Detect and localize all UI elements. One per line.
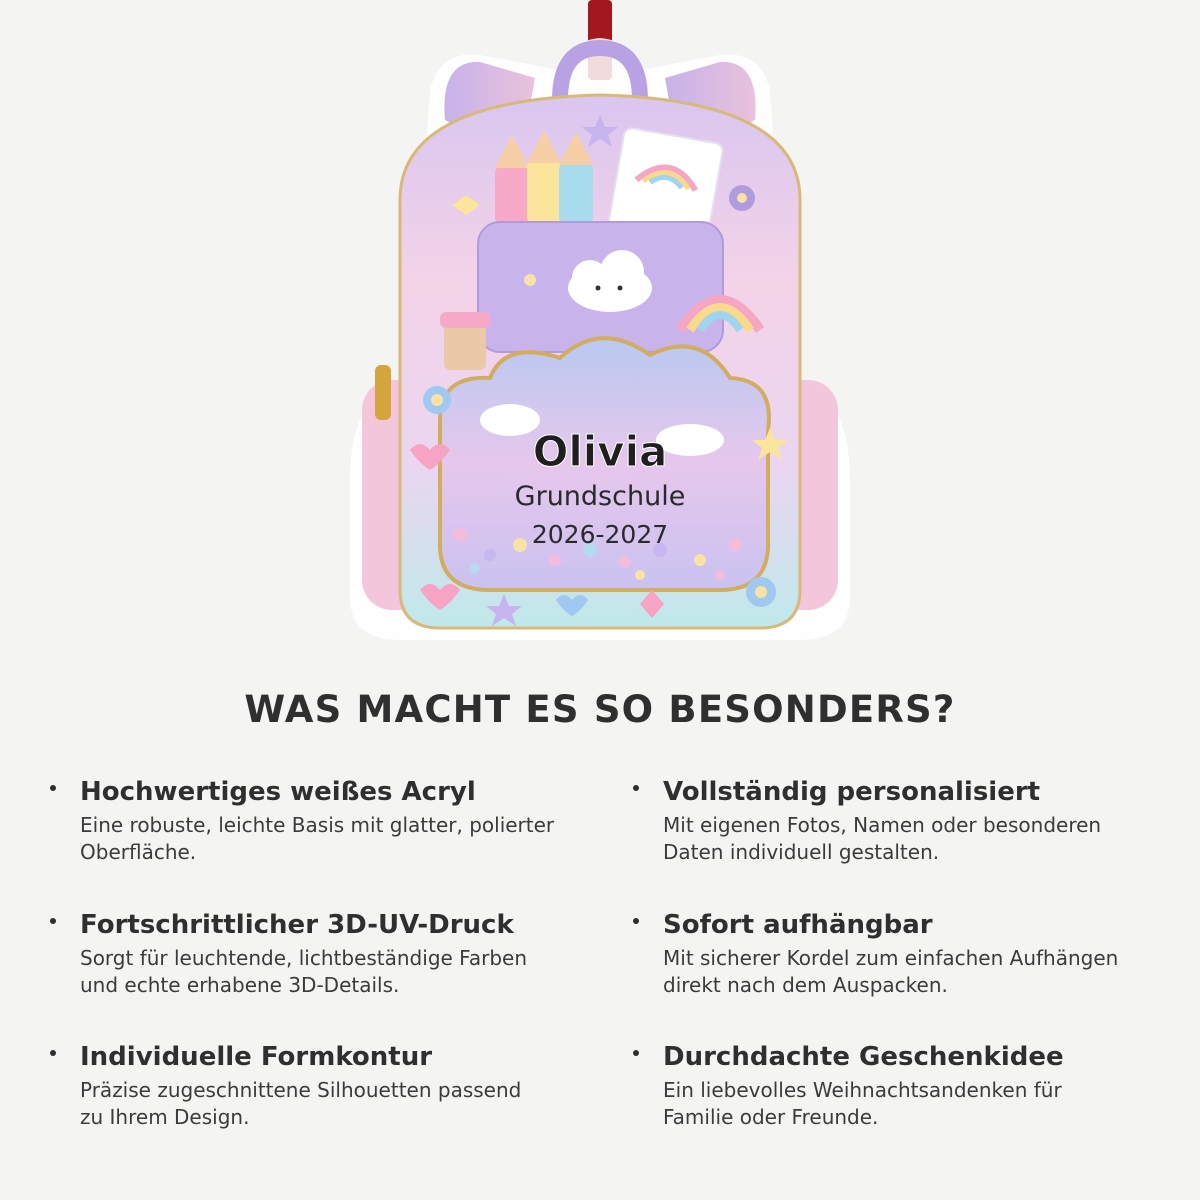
section-heading: WAS MACHT ES SO BESONDERS?: [244, 688, 956, 731]
feature-description-line: und echte erhabene 3D-Details.: [80, 973, 400, 997]
bullet-icon: [633, 1050, 639, 1056]
feature-description-line: direkt nach dem Auspacken.: [663, 973, 948, 997]
bubble-tea-icon: [440, 312, 490, 370]
feature-item: [80, 1041, 620, 1131]
feature-description: [663, 945, 1200, 999]
feature-item: [663, 909, 1200, 999]
bullet-icon: [50, 1050, 56, 1056]
feature-item: [80, 909, 620, 999]
feature-description-line: Präzise zugeschnittene Silhouetten passend: [80, 1078, 522, 1102]
flower-icon: [729, 185, 755, 211]
feature-title: Fortschrittlicher 3D-UV-Druck: [80, 910, 514, 940]
feature-description-line: Oberfläche.: [80, 840, 197, 864]
feature-title: Sofort aufhängbar: [663, 910, 933, 940]
feature-description-line: Eine robuste, leichte Basis mit glatter, polierter: [80, 813, 555, 837]
zipper-pull-icon: [375, 365, 391, 420]
feature-description: [80, 1077, 620, 1131]
bullet-icon: [633, 918, 639, 924]
flower-icon: [746, 577, 776, 607]
flower-icon: [423, 386, 451, 414]
feature-description-line: Mit eigenen Fotos, Namen oder besonderen: [663, 813, 1102, 837]
feature-description: [663, 812, 1200, 866]
feature-title: Vollständig personalisiert: [663, 777, 1041, 807]
feature-title: Durchdachte Geschenkidee: [663, 1042, 1064, 1072]
feature-description-line: Mit sicherer Kordel zum einfachen Aufhängen: [663, 946, 1119, 970]
feature-title: Individuelle Formkontur: [80, 1042, 433, 1072]
bullet-icon: [50, 918, 56, 924]
bullet-icon: [50, 785, 56, 791]
feature-item: [80, 776, 620, 866]
personalized-school: Grundschule: [514, 481, 686, 512]
pencils-icon: [495, 130, 593, 225]
feature-description: [80, 945, 620, 999]
bullet-icon: [633, 785, 639, 791]
feature-description-line: Sorgt für leuchtende, lichtbeständige Farben: [80, 946, 527, 970]
feature-description-line: Daten individuell gestalten.: [663, 840, 940, 864]
feature-description-line: zu Ihrem Design.: [80, 1105, 250, 1129]
feature-description: [80, 812, 620, 866]
feature-description-line: Ein liebevolles Weihnachtsandenken für: [663, 1078, 1062, 1102]
feature-item: [663, 1041, 1200, 1131]
personalized-name: Olivia: [532, 427, 668, 476]
personalized-years: 2026-2027: [531, 520, 669, 549]
feature-description: [663, 1077, 1200, 1131]
feature-title: Hochwertiges weißes Acryl: [80, 777, 476, 807]
feature-item: [663, 776, 1200, 866]
feature-description-line: Familie oder Freunde.: [663, 1105, 879, 1129]
flower-icon: [516, 266, 544, 294]
